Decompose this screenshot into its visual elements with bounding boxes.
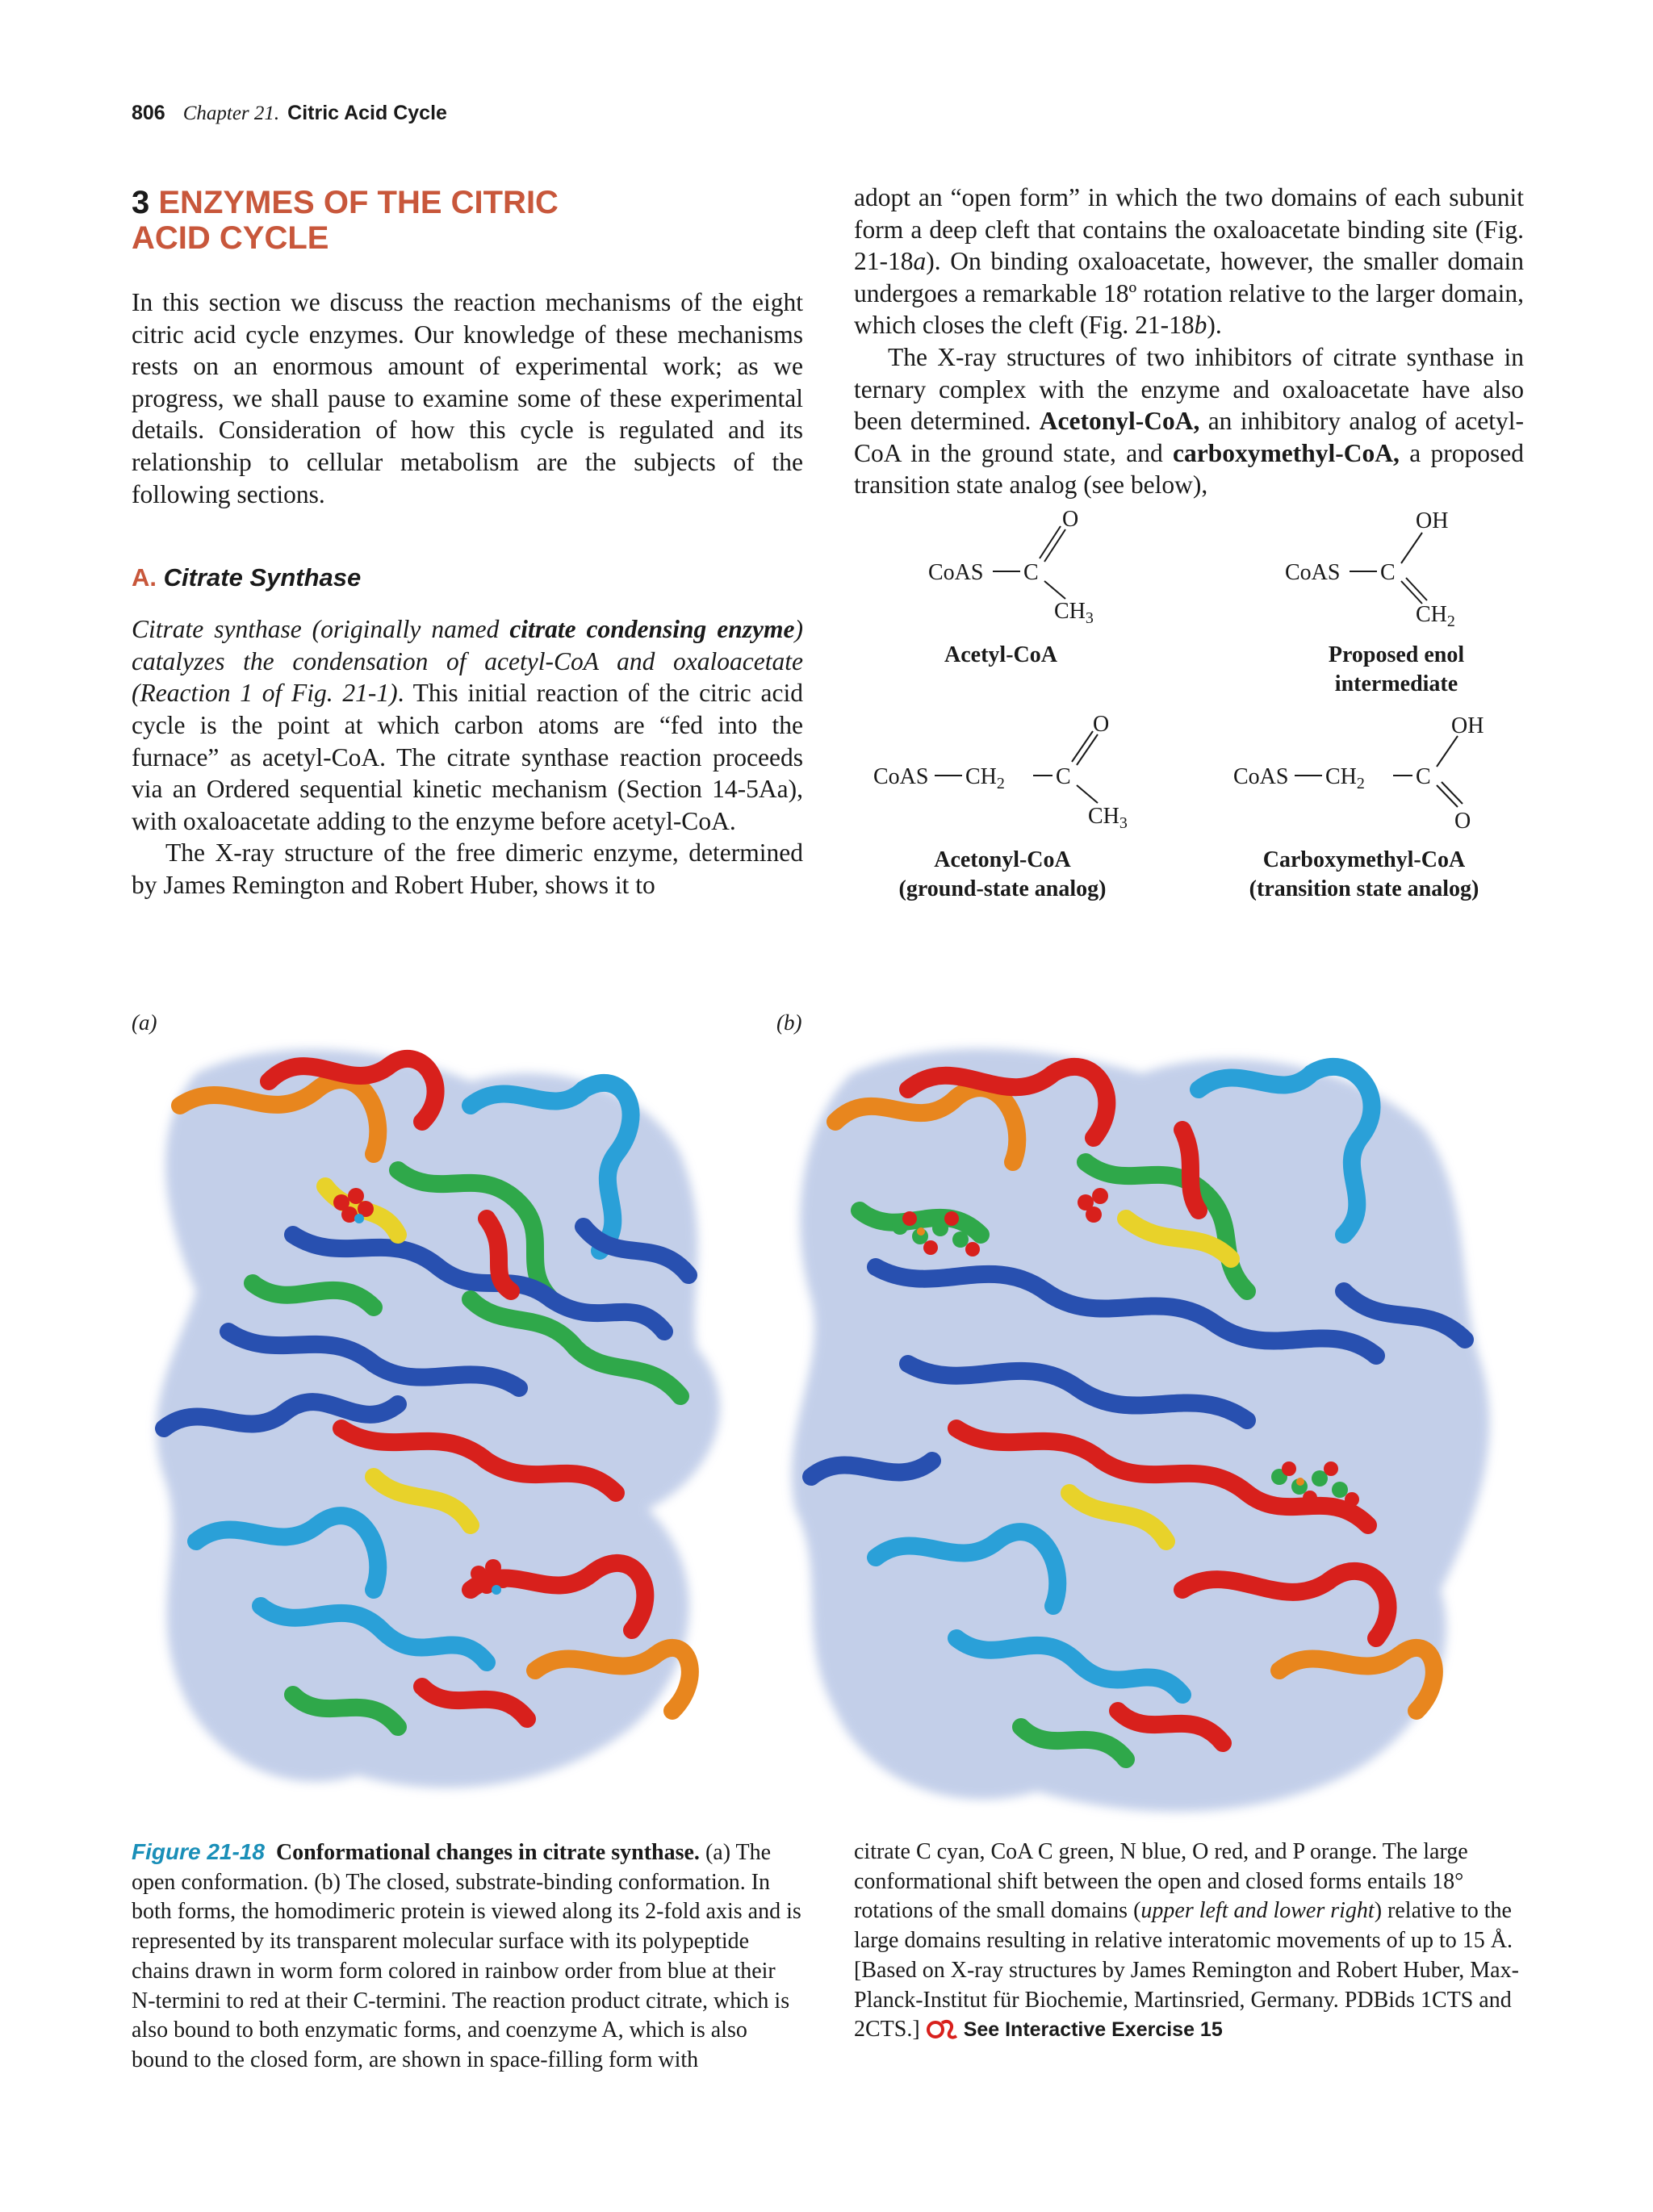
carboxymethyl-ch2: $CH_2$ <box>1325 764 1365 792</box>
name-carboxymethyl-1: Carboxymethyl-CoA <box>1262 847 1466 872</box>
section-heading <box>132 185 803 256</box>
structures-svg <box>854 508 1524 912</box>
name-enol-2: intermediate <box>1334 671 1458 696</box>
right-column <box>854 182 1524 501</box>
caption-right-b: ) relative to the large domains resulting in relative interatomic movements of up to 15 Å. [Based on X-ray structures by James Remington and Robert Huber, Max-Planck-Institut für Biochemie, Martinsried, Germany. PDBids 1CTS and 2CTS.] <box>854 1898 1519 2043</box>
section-title-line1: ENZYMES OF THE CITRIC <box>158 185 559 220</box>
rc-p1-a-em: a <box>913 247 927 276</box>
rc-p2-c: a proposed transition state analog (see below), <box>854 438 1524 500</box>
carboxymethyl-oh: OH <box>1451 713 1484 738</box>
carboxymethyl-o: O <box>1454 809 1471 834</box>
rc-p1-b: ). On binding oxaloacetate, however, the smaller domain undergoes a remarkable 18º rotation relative to the larger domain, which closes the cleft (Fig. 21-18 <box>854 247 1524 340</box>
carboxymethyl-coas: CoAS <box>1233 764 1289 789</box>
para-rest: . This initial reaction of the citric acid cycle is the point at which carbon atoms are “fed into the furnace” as acetyl-CoA. The citrate synthase reaction proceeds via an Ordered sequential kinetic mechanism (Section 14-5Aa), with oxaloacetate adding to the enzyme before acetyl-CoA. <box>132 679 803 835</box>
subsection-letter: A. <box>132 563 157 592</box>
citrate-synthase-paragraph <box>132 613 803 837</box>
protein-structure-closed <box>779 1025 1521 1832</box>
rc-p1-a: adopt an “open form” in which the two domains of each subunit form a deep cleft that contains the oxaloacetate binding site (Fig. 21-18 <box>854 183 1524 276</box>
term-acetonyl-coa: Acetonyl-CoA, <box>1039 407 1200 436</box>
section-number: 3 <box>132 185 150 220</box>
figure-caption-title: Conformational changes in citrate synthase. <box>275 1840 700 1865</box>
see-interactive-exercise-link[interactable]: See Interactive Exercise 15 <box>963 2018 1223 2042</box>
chemical-structures <box>854 508 1524 912</box>
acetonyl-ch3: $CH_3$ <box>1088 804 1128 832</box>
para-italic-b: ) catalyzes the condensation of acetyl-CoA and oxaloacetate (Reaction 1 of Fig. 21-1) <box>132 615 803 708</box>
acetonyl-coas: CoAS <box>873 764 929 789</box>
acetyl-coas: CoAS <box>928 560 984 585</box>
figure-number: Figure 21-18 <box>132 1839 265 1864</box>
chapter-title: Citric Acid Cycle <box>287 102 447 124</box>
open-form-paragraph <box>854 182 1524 341</box>
chapter-label: Chapter 21. <box>182 102 280 124</box>
rc-p1-c: ). <box>1207 311 1222 340</box>
name-acetyl-coa: Acetyl-CoA <box>944 642 1057 667</box>
enol-coas: CoAS <box>1285 560 1341 585</box>
caption-right-em: upper left and lower right <box>1140 1898 1375 1924</box>
enol-ch2: $CH_2$ <box>1416 602 1455 630</box>
carboxymethyl-c: C <box>1416 764 1431 789</box>
name-acetonyl-1: Acetonyl-CoA <box>934 847 1071 872</box>
acetonyl-ch2: $CH_2$ <box>965 764 1005 792</box>
term-carboxymethyl-coa: carboxymethyl-CoA, <box>1173 438 1400 467</box>
acetonyl-o: O <box>1093 712 1110 737</box>
caption-right-a: citrate C cyan, CoA C green, N blue, O red, and P orange. The large conformational shift between the open and closed forms entails 18° rotations of the small domains ( <box>854 1839 1468 1924</box>
name-enol-1: Proposed enol <box>1328 642 1465 667</box>
left-column <box>132 182 803 901</box>
interactive-exercise-icon <box>926 2017 958 2041</box>
rc-p2-a: The X-ray structures of two inhibitors of citrate synthase in ternary complex with the enzyme and oxaloacetate have also been determined. <box>854 342 1524 436</box>
para-italic-a: Citrate synthase (originally named <box>132 615 510 644</box>
section-title-line2: ACID CYCLE <box>132 220 329 256</box>
acetonyl-c: C <box>1056 764 1071 789</box>
inhibitors-paragraph <box>854 341 1524 501</box>
figure-caption-text-left: (a) The open conformation. (b) The closed, substrate-binding conformation. In both forms, the homodimeric protein is viewed along its 2-fold axis and is represented by its transparent molecular surface with its polypeptide chains drawn in worm form colored in rainbow order from blue at their N-termini to red at their C-termini. The reaction product citrate, which is also bound to both enzymatic forms, and coenzyme A, which is also bound to the closed form, are shown in space-filling form with <box>132 1840 801 2072</box>
running-head <box>132 102 447 125</box>
rc-p1-b-em: b <box>1194 311 1207 340</box>
name-acetonyl-2: (ground-state analog) <box>898 876 1107 901</box>
subsection-title: Citrate Synthase <box>163 563 362 592</box>
page-number: 806 <box>132 102 165 124</box>
subsection-heading <box>132 563 803 592</box>
panel-a-label: (a) <box>132 1010 157 1035</box>
name-carboxymethyl-2: (transition state analog) <box>1249 876 1479 901</box>
rc-p2-b: an inhibitory analog of acetyl-CoA in the ground state, and <box>854 407 1524 467</box>
acetyl-ch3: $CH_3$ <box>1054 599 1094 627</box>
section-intro: In this section we discuss the reaction mechanisms of the eight citric acid cycle enzymes. Our knowledge of these mechanisms rests on an enormous amount of experimental work; as we progress, we shall pause to examine some of these experimental details. Consideration of how this cycle is regulated and its relationship to cellular metabolism are the subjects of the following sections. <box>132 288 803 508</box>
acetyl-o: O <box>1062 508 1079 532</box>
panel-b-label: (b) <box>776 1010 802 1035</box>
xray-paragraph: The X-ray structure of the free dimeric enzyme, determined by James Remington and Robert Huber, shows it to <box>132 838 803 899</box>
enol-c: C <box>1380 560 1396 585</box>
protein-structure-open <box>132 1025 761 1824</box>
para-bold-term: citrate condensing enzyme <box>509 615 795 644</box>
enol-oh: OH <box>1416 508 1449 533</box>
acetyl-c: C <box>1023 560 1039 585</box>
figure-caption-right <box>854 1838 1524 2045</box>
figure-caption-left <box>132 1838 803 2076</box>
